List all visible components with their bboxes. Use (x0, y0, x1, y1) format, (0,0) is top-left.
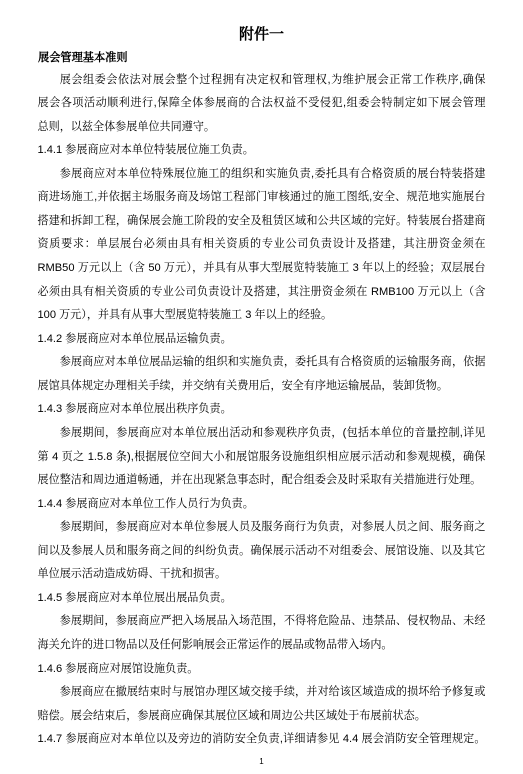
paragraph-line: 赔偿。展会结束后，参展商应确保其展位区域和周边公共区域处于布展前状态。 (37, 709, 426, 722)
paragraph-line: 参展期间，参展商应严把入场展品入场范围，不得将危险品、违禁品、侵权物品、未经 (59, 615, 486, 628)
page-title: 附件一 (238, 26, 284, 43)
clause-1-4-7 (38, 728, 486, 752)
clause-heading: 1.4.1 参展商应对本单位特装展位施工负责。 (37, 144, 254, 157)
paragraph-line: 间以及参展人员和服务商之间的纠纷负责。确保展示活动不对组委会、展馆设施、以及其它 (37, 544, 486, 557)
paragraph-line: 资质要求：单层展台必须由具有相关资质的专业公司负责设计及搭建，其注册资金须在 (37, 238, 486, 251)
clause-1-4-1 (38, 139, 486, 328)
document-body (38, 69, 486, 752)
paragraph-line: 参展期间，参展商应对本单位展出活动和参观秩序负责，(包括本单位的音量控制,详见 (59, 426, 486, 439)
clause-heading: 1.4.3 参展商应对本单位展出秩序负责。 (37, 403, 232, 416)
paragraph-line: 参展商应对本单位展品运输的组织和实施负责，委托具有合格资质的运输服务商，依据 (59, 356, 486, 369)
clause-1-4-4 (38, 493, 486, 587)
page-number: 1 (259, 757, 264, 766)
paragraph-line: 参展商应对本单位特殊展位施工的组织和实施负责,委托具有合格资质的展台特装搭建 (59, 167, 486, 180)
paragraph-line: 参展期间，参展商应对本单位参展人员及服务商行为负责，对参展人员之间、服务商之 (59, 521, 486, 534)
section-heading: 展会管理基本准则 (38, 51, 128, 64)
clause-heading: 1.4.6 参展商应对展馆设施负责。 (37, 662, 199, 675)
paragraph-line: 100 万元），并具有从事大型展览特装施工 3 年以上的经验。 (37, 309, 333, 322)
clause-heading: 1.4.7 参展商应对本单位以及旁边的消防安全负责,详细请参见 4.4 展会消防安全管理规定。 (37, 733, 486, 746)
clause-heading: 1.4.5 参展商应对本单位展出展品负责。 (37, 591, 232, 604)
paragraph-line: 第 4 页之 1.5.8 条),根据展位空间大小和展馆服务设施组织相应展示活动和参观规模，确保 (37, 450, 486, 463)
paragraph-line: 总则，以兹全体参展单位共同遵守。 (37, 120, 216, 133)
paragraph-line: 展位整洁和周边通道畅通，并在出现紧急事态时，配合组委会及时采取有关措施进行处理。 (37, 474, 482, 487)
paragraph-line: 搭建和拆卸工程，确保展会施工阶段的安全及租赁区域和公共区域的完好。特装展台搭建商 (37, 214, 486, 227)
paragraph-line: 展会各项活动顺利进行,保障全体参展商的合法权益不受侵犯,组委会特制定如下展会管理 (37, 97, 486, 110)
clause-1-4-3 (38, 398, 486, 492)
paragraph-line: 展会组委会依法对展会整个过程拥有决定权和管理权,为维护展会正常工作秩序,确保 (59, 73, 486, 86)
clause-heading: 1.4.4 参展商应对本单位工作人员行为负责。 (37, 497, 254, 510)
intro-paragraph (38, 69, 486, 140)
paragraph-line: 海关允许的进口物品以及任何影响展会正常运作的展品或物品带入场内。 (37, 639, 393, 651)
paragraph-line: 商进场施工,并依据主场服务商及场馆工程部门审核通过的施工图纸,安全、规范地实施展台 (37, 191, 486, 204)
paragraph-line: RMB50 万元以上（含 50 万元），并具有从事大型展览特装施工 3 年以上的经验；双层展台 (37, 262, 486, 274)
paragraph-line: 展馆具体规定办理相关手续，并交纳有关费用后，安全有序地运输展品，装卸货物。 (37, 379, 448, 392)
paragraph-line: 单位展示活动造成妨碍、干扰和损害。 (37, 568, 227, 581)
paragraph-line: 参展商应在撤展结束时与展馆办理区域交接手续，并对给该区域造成的损坏给予修复或 (59, 686, 486, 699)
paragraph-line: 必须由具有相关资质的专业公司负责设计及搭建，其注册资金须在 RMB100 万元以上（含 (37, 285, 486, 298)
clause-1-4-5 (38, 587, 486, 658)
clause-1-4-2 (38, 328, 486, 399)
clause-1-4-6 (38, 658, 486, 729)
clause-heading: 1.4.2 参展商应对本单位展品运输负责。 (37, 332, 232, 345)
